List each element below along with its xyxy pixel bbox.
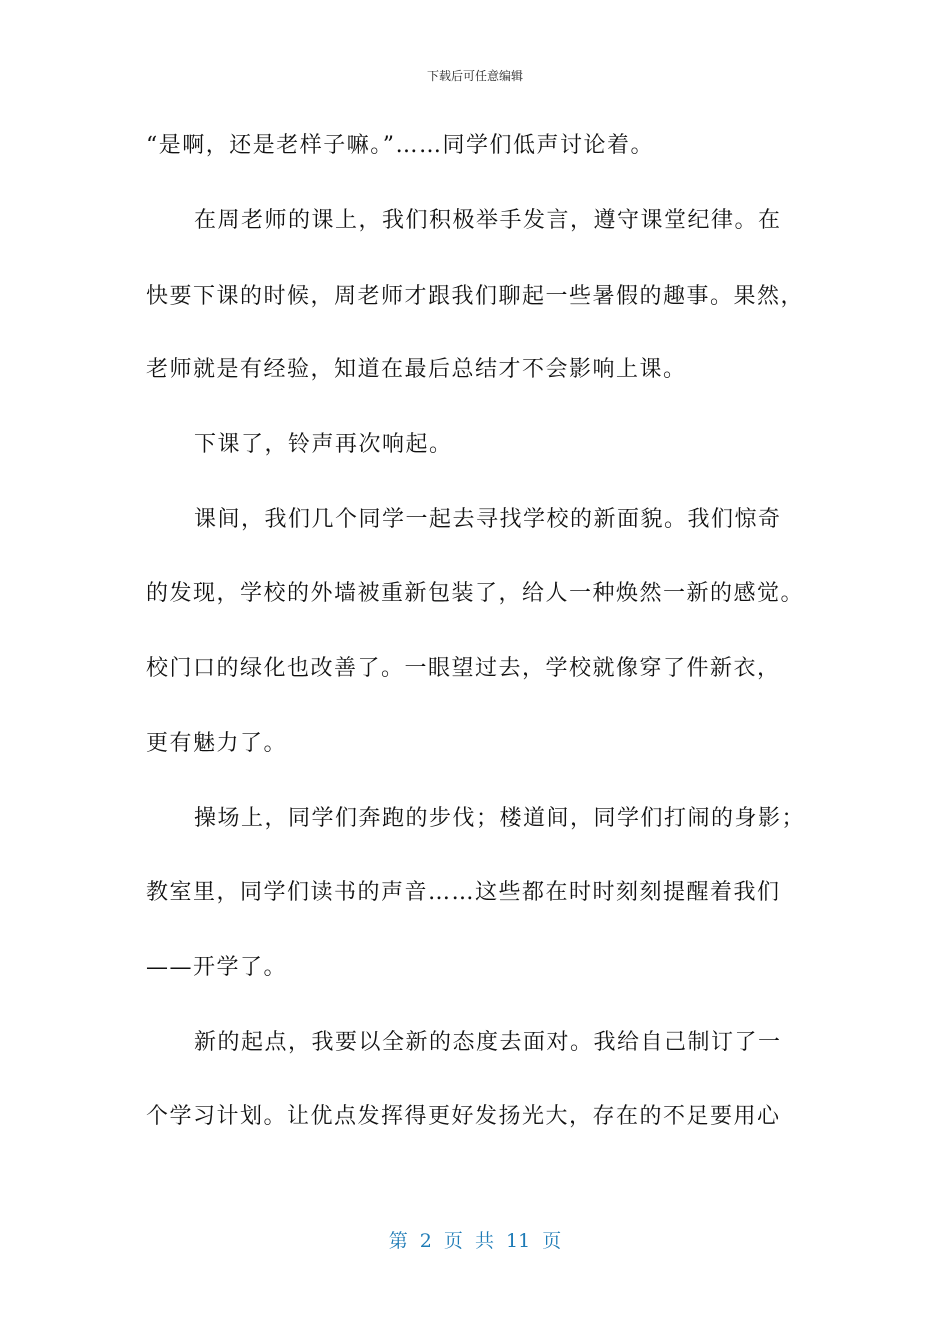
text-line: 的发现，学校的外墙被重新包装了，给人一种焕然一新的感觉。 <box>146 581 805 606</box>
text-line: 校门口的绿化也改善了。一眼望过去，学校就像穿了件新衣， <box>146 656 781 681</box>
text-line: 在周老师的课上，我们积极举手发言，遵守课堂纪律。在 <box>194 208 782 233</box>
text-line: “是啊，还是老样子嘛。”……同学们低声讨论着。 <box>146 133 654 158</box>
text-line: 下课了，铃声再次响起。 <box>194 432 453 457</box>
text-line: 新的起点，我要以全新的态度去面对。我给自己制订了一 <box>194 1030 782 1055</box>
text-line: 更有魅力了。 <box>146 731 288 756</box>
text-line: 个学习计划。让优点发挥得更好发扬光大，存在的不足要用心 <box>146 1104 781 1129</box>
page-number-footer: 第 2 页 共 11 页 <box>388 1230 562 1252</box>
text-line: ——开学了。 <box>146 955 288 980</box>
text-line: 操场上，同学们奔跑的步伐；楼道间，同学们打闹的身影； <box>194 806 806 831</box>
text-line: 教室里，同学们读书的声音……这些都在时时刻刻提醒着我们 <box>146 880 781 905</box>
text-line: 快要下课的时候，周老师才跟我们聊起一些暑假的趣事。果然， <box>146 284 805 309</box>
text-line: 课间，我们几个同学一起去寻找学校的新面貌。我们惊奇 <box>194 507 782 532</box>
text-line: 老师就是有经验，知道在最后总结才不会影响上课。 <box>146 357 687 382</box>
page-header: 下载后可任意编辑 <box>426 69 523 83</box>
